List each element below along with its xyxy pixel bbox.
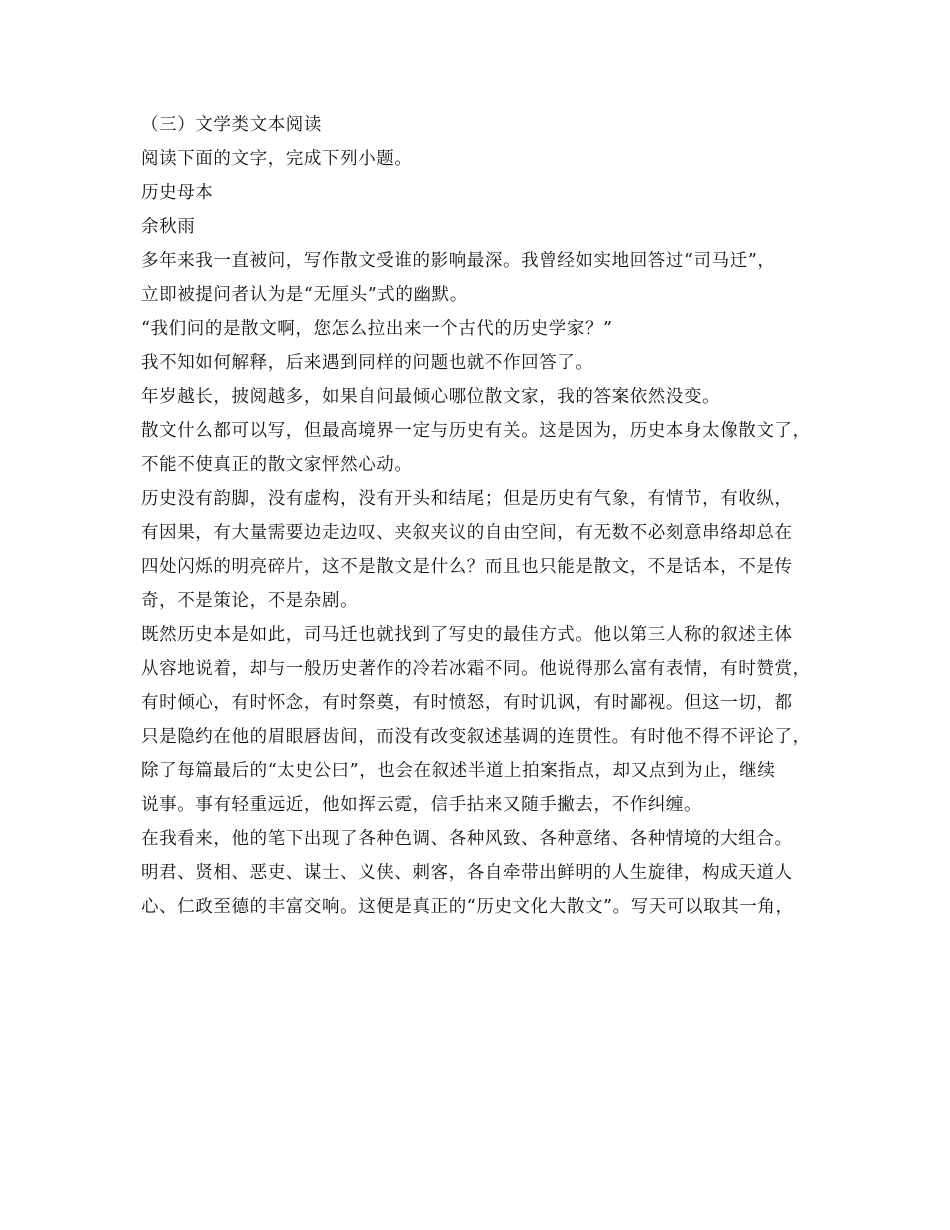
text-line: 说事。事有轻重远近，他如挥云霓，信手拈来又随手撇去，不作纠缠。 — [141, 795, 703, 815]
text-line: 我不知如何解释，后来遇到同样的问题也就不作回答了。 — [141, 353, 594, 373]
text-line: 既然历史本是如此，司马迁也就找到了写史的最佳方式。他以第三人称的叙述主体 — [141, 625, 793, 645]
article-title: 历史母本 — [141, 183, 214, 203]
text-line: 散文什么都可以写，但最高境界一定与历史有关。这是因为，历史本身太像散文了， — [141, 421, 811, 441]
instruction-text: 阅读下面的文字，完成下列小题。 — [141, 149, 413, 169]
text-line: 四处闪烁的明亮碎片，这不是散文是什么？而且也只能是散文，不是话本，不是传 — [141, 557, 793, 577]
text-line: 有因果，有大量需要边走边叹、夹叙夹议的自由空间，有无数不必刻意串络却总在 — [141, 523, 793, 543]
text-line: 只是隐约在他的眉眼唇齿间，而没有改变叙述基调的连贯性。有时他不得不评论了， — [141, 727, 811, 747]
text-line: 年岁越长，披阅越多，如果自问最倾心哪位散文家，我的答案依然没变。 — [141, 387, 721, 407]
text-line: 历史没有韵脚，没有虚构，没有开头和结尾；但是历史有气象，有情节，有收纵， — [141, 489, 793, 509]
document-body — [141, 108, 821, 924]
text-line: 除了每篇最后的“太史公曰”，也会在叙述半道上拍案指点，却又点到为止，继续 — [141, 761, 776, 781]
text-line: 从容地说着，却与一般历史著作的冷若冰霜不同。他说得那么富有表情，有时赞赏， — [141, 659, 811, 679]
text-line: 不能不使真正的散文家怦然心动。 — [141, 455, 413, 475]
text-line: “我们问的是散文啊，您怎么拉出来一个古代的历史学家？” — [141, 319, 613, 339]
text-line: 明君、贤相、恶吏、谋士、义侠、刺客，各自牵带出鲜明的人生旋律，构成天道人 — [141, 863, 793, 883]
text-line: 立即被提问者认为是“无厘头”式的幽默。 — [141, 285, 468, 305]
text-line: 奇，不是策论，不是杂剧。 — [141, 591, 359, 611]
text-line: 在我看来，他的笔下出现了各种色调、各种风致、各种意绪、各种情境的大组合。 — [141, 829, 793, 849]
text-line: 多年来我一直被问，写作散文受谁的影响最深。我曾经如实地回答过“司马迁”， — [141, 251, 776, 271]
article-author: 余秋雨 — [141, 217, 196, 237]
section-heading: （三）文学类文本阅读 — [141, 115, 322, 135]
text-line: 有时倾心，有时怀念，有时祭奠，有时愤怒，有时讥讽，有时鄙视。但这一切，都 — [141, 693, 793, 713]
text-line: 心、仁政至德的丰富交响。这便是真正的“历史文化大散文”。写天可以取其一角， — [141, 897, 794, 917]
